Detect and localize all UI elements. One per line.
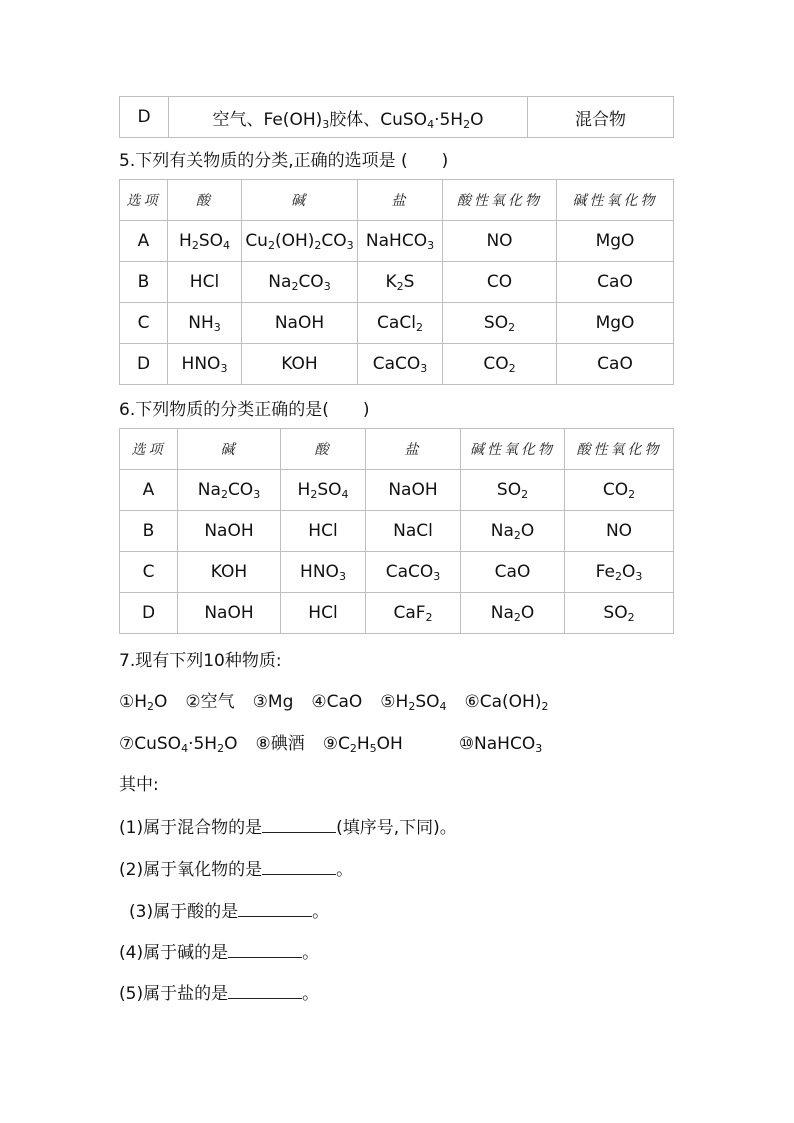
subscript: 3 (433, 570, 441, 583)
table-cell: KOH (242, 344, 358, 385)
subscript: 4 (427, 117, 435, 131)
table-cell: HCl (281, 593, 366, 634)
q5-body (120, 221, 674, 385)
table-cell: $SO_2$ (565, 593, 674, 634)
subscript: 5 (369, 742, 377, 755)
subscript: 2 (513, 529, 521, 542)
table-cell: $Fe_2O_3$ (565, 552, 674, 593)
table-row (120, 552, 674, 593)
q4-tail-table (119, 96, 674, 138)
table-row (120, 470, 674, 511)
q5-table (119, 179, 674, 385)
table-cell: NaHCO$_3$ (358, 221, 443, 262)
subscript: 2 (508, 321, 516, 334)
q6-title: 6.下列物质的分类正确的是( ) (119, 400, 370, 420)
table-cell: NaCl (366, 511, 461, 552)
q7-part-4 (119, 938, 319, 963)
substance-item: ⑩NaHCO$_3$ (458, 734, 543, 755)
answer-blank[interactable] (238, 902, 312, 917)
q6-header-cell: 碱 (178, 429, 281, 470)
subscript: 2 (291, 280, 299, 293)
subscript: 2 (628, 488, 636, 501)
table-cell: HCl (281, 511, 366, 552)
subscript: 2 (521, 488, 529, 501)
subscript: 2 (191, 239, 199, 252)
q4-option-d-answer: 混合物 (528, 97, 674, 138)
table-cell: B (120, 511, 178, 552)
subscript: 3 (420, 362, 428, 375)
subscript: 3 (322, 117, 330, 131)
q5-header-cell: 碱性氧化物 (557, 180, 674, 221)
table-cell: A (120, 221, 168, 262)
table-cell: CaCO$_3$ (366, 552, 461, 593)
subscript: 2 (220, 488, 228, 501)
subscript: 2 (349, 742, 357, 755)
table-cell: KOH (178, 552, 281, 593)
table-cell: $Na_2O$ (461, 593, 565, 634)
substance-item: ②空气 (185, 692, 235, 712)
table-cell: $H_2SO_4$ (168, 221, 242, 262)
substance-item: $⑥Ca(OH)_2$ (464, 692, 549, 713)
subscript: 2 (614, 570, 622, 583)
table-cell: MgO (557, 303, 674, 344)
substance-item: $①H_2O$ (119, 692, 168, 713)
subscript: 2 (310, 488, 318, 501)
table-cell: CaCO$_3$ (358, 344, 443, 385)
substance-item: $⑦CuSO_4\cdot 5H_2O$ (119, 734, 238, 755)
table-cell: CaO (557, 344, 674, 385)
subscript: 4 (181, 742, 189, 755)
subscript: 3 (213, 321, 221, 334)
table-cell: $CO_2$ (565, 470, 674, 511)
q7-part-2-tail: 。 (336, 860, 354, 880)
table-cell: NaOH (242, 303, 358, 344)
q5-header-cell: 盐 (358, 180, 443, 221)
q7-part-1-tail: (填序号,下同)。 (336, 818, 457, 838)
table-cell: C (120, 552, 178, 593)
substance-item: ④CaO (311, 692, 363, 712)
substance-item: $⑨C_2H_5OH$ (322, 734, 403, 755)
table-cell: NaOH (178, 593, 281, 634)
q5-header-cell: 酸 (168, 180, 242, 221)
q6-header-cell: 盐 (366, 429, 461, 470)
subscript: 2 (267, 239, 275, 252)
table-cell: HCl (168, 262, 242, 303)
table-cell: $Cu_2(OH)_2CO_3$ (242, 221, 358, 262)
table-cell: NO (443, 221, 557, 262)
subscript: 2 (541, 700, 549, 713)
subscript: 3 (427, 239, 435, 252)
subscript: 2 (415, 321, 423, 334)
q7-part-4-text: (4)属于碱的是 (119, 943, 229, 963)
subscript: 3 (220, 362, 228, 375)
answer-blank[interactable] (228, 943, 302, 958)
table-cell: CaO (557, 262, 674, 303)
table-row (120, 593, 674, 634)
substance-item: $⑤H_2SO_4$ (380, 692, 447, 713)
table-cell: $SO_2$ (443, 303, 557, 344)
table-row (120, 511, 674, 552)
q7-part-4-tail: 。 (302, 943, 320, 963)
table-row (120, 303, 674, 344)
table-cell: $NH_3$ (168, 303, 242, 344)
table-row (120, 221, 674, 262)
q7-part-2 (119, 855, 353, 880)
table-cell: A (120, 470, 178, 511)
table-cell: NO (565, 511, 674, 552)
subscript: 4 (222, 239, 230, 252)
q7-part-3-tail: 。 (312, 902, 330, 922)
subscript: 2 (314, 239, 322, 252)
table-row (120, 344, 674, 385)
subscript: 2 (217, 742, 225, 755)
subscript: 2 (513, 611, 521, 624)
table-cell: NaOH (178, 511, 281, 552)
table-cell: B (120, 262, 168, 303)
table-cell: $Na_2CO_3$ (242, 262, 358, 303)
subscript: 4 (341, 488, 349, 501)
subscript: 2 (627, 611, 635, 624)
q7-part-1 (119, 813, 457, 838)
table-cell: NaOH (366, 470, 461, 511)
q5-header-row (120, 180, 674, 221)
table-cell: $H_2SO_4$ (281, 470, 366, 511)
q5-header-cell: 碱 (242, 180, 358, 221)
subscript: 4 (439, 700, 447, 713)
q6-body (120, 470, 674, 634)
table-cell: D (120, 593, 178, 634)
table-cell: $SO_2$ (461, 470, 565, 511)
q5-header-cell: 选项 (120, 180, 168, 221)
table-cell: CaO (461, 552, 565, 593)
q4-option-d-content: 空气、$Fe(OH)_3$胶体、$CuSO_4\cdot 5H_2O$ (169, 97, 528, 138)
substance-item: ⑧碘酒 (255, 734, 305, 754)
q7-part-1-text: (1)属于混合物的是 (119, 818, 263, 838)
subscript: 2 (508, 362, 516, 375)
q5-title: 5.下列有关物质的分类,正确的选项是 ( ) (119, 151, 449, 171)
q7-part-3-text: (3)属于酸的是 (129, 902, 239, 922)
subscript: 3 (635, 570, 643, 583)
table-cell: CO (443, 262, 557, 303)
q5-header-cell: 酸性氧化物 (443, 180, 557, 221)
table-cell: D (120, 344, 168, 385)
table-cell: $K_2S$ (358, 262, 443, 303)
q7-substances-line2 (119, 729, 560, 754)
subscript: 3 (338, 570, 346, 583)
q7-part-5-tail: 。 (302, 984, 320, 1004)
subscript: 3 (323, 280, 331, 293)
table-cell: $CO_2$ (443, 344, 557, 385)
q4-option-d: D (120, 97, 169, 138)
q6-table (119, 428, 674, 634)
table-row (120, 262, 674, 303)
table-cell: MgO (557, 221, 674, 262)
subscript: 2 (147, 700, 155, 713)
table-cell: CaCl$_2$ (358, 303, 443, 344)
q7-part-5 (119, 979, 319, 1004)
q6-header-cell: 选项 (120, 429, 178, 470)
table-cell: $Na_2CO_3$ (178, 470, 281, 511)
table-cell: $HNO_3$ (168, 344, 242, 385)
subscript: 2 (425, 611, 433, 624)
subscript: 3 (346, 239, 354, 252)
substance-item: ③Mg (252, 692, 294, 712)
q7-intro: 其中: (119, 775, 159, 795)
answer-blank[interactable] (228, 984, 302, 999)
subscript: 2 (408, 700, 416, 713)
subscript: 3 (535, 742, 543, 755)
table-cell: $HNO_3$ (281, 552, 366, 593)
q7-part-5-text: (5)属于盐的是 (119, 984, 229, 1004)
subscript: 3 (253, 488, 261, 501)
q7-part-3 (129, 897, 329, 922)
q6-header-cell: 酸性氧化物 (565, 429, 674, 470)
q6-header-cell: 酸 (281, 429, 366, 470)
q7-substances-line1 (119, 687, 566, 712)
answer-blank[interactable] (262, 818, 336, 833)
q6-header-cell: 碱性氧化物 (461, 429, 565, 470)
subscript: 2 (463, 117, 471, 131)
table-cell: C (120, 303, 168, 344)
q6-header-row (120, 429, 674, 470)
q7-title: 7.现有下列10种物质: (119, 651, 282, 671)
q7-part-2-text: (2)属于氧化物的是 (119, 860, 263, 880)
table-cell: CaF$_2$ (366, 593, 461, 634)
answer-blank[interactable] (262, 860, 336, 875)
subscript: 2 (396, 280, 404, 293)
table-cell: $Na_2O$ (461, 511, 565, 552)
